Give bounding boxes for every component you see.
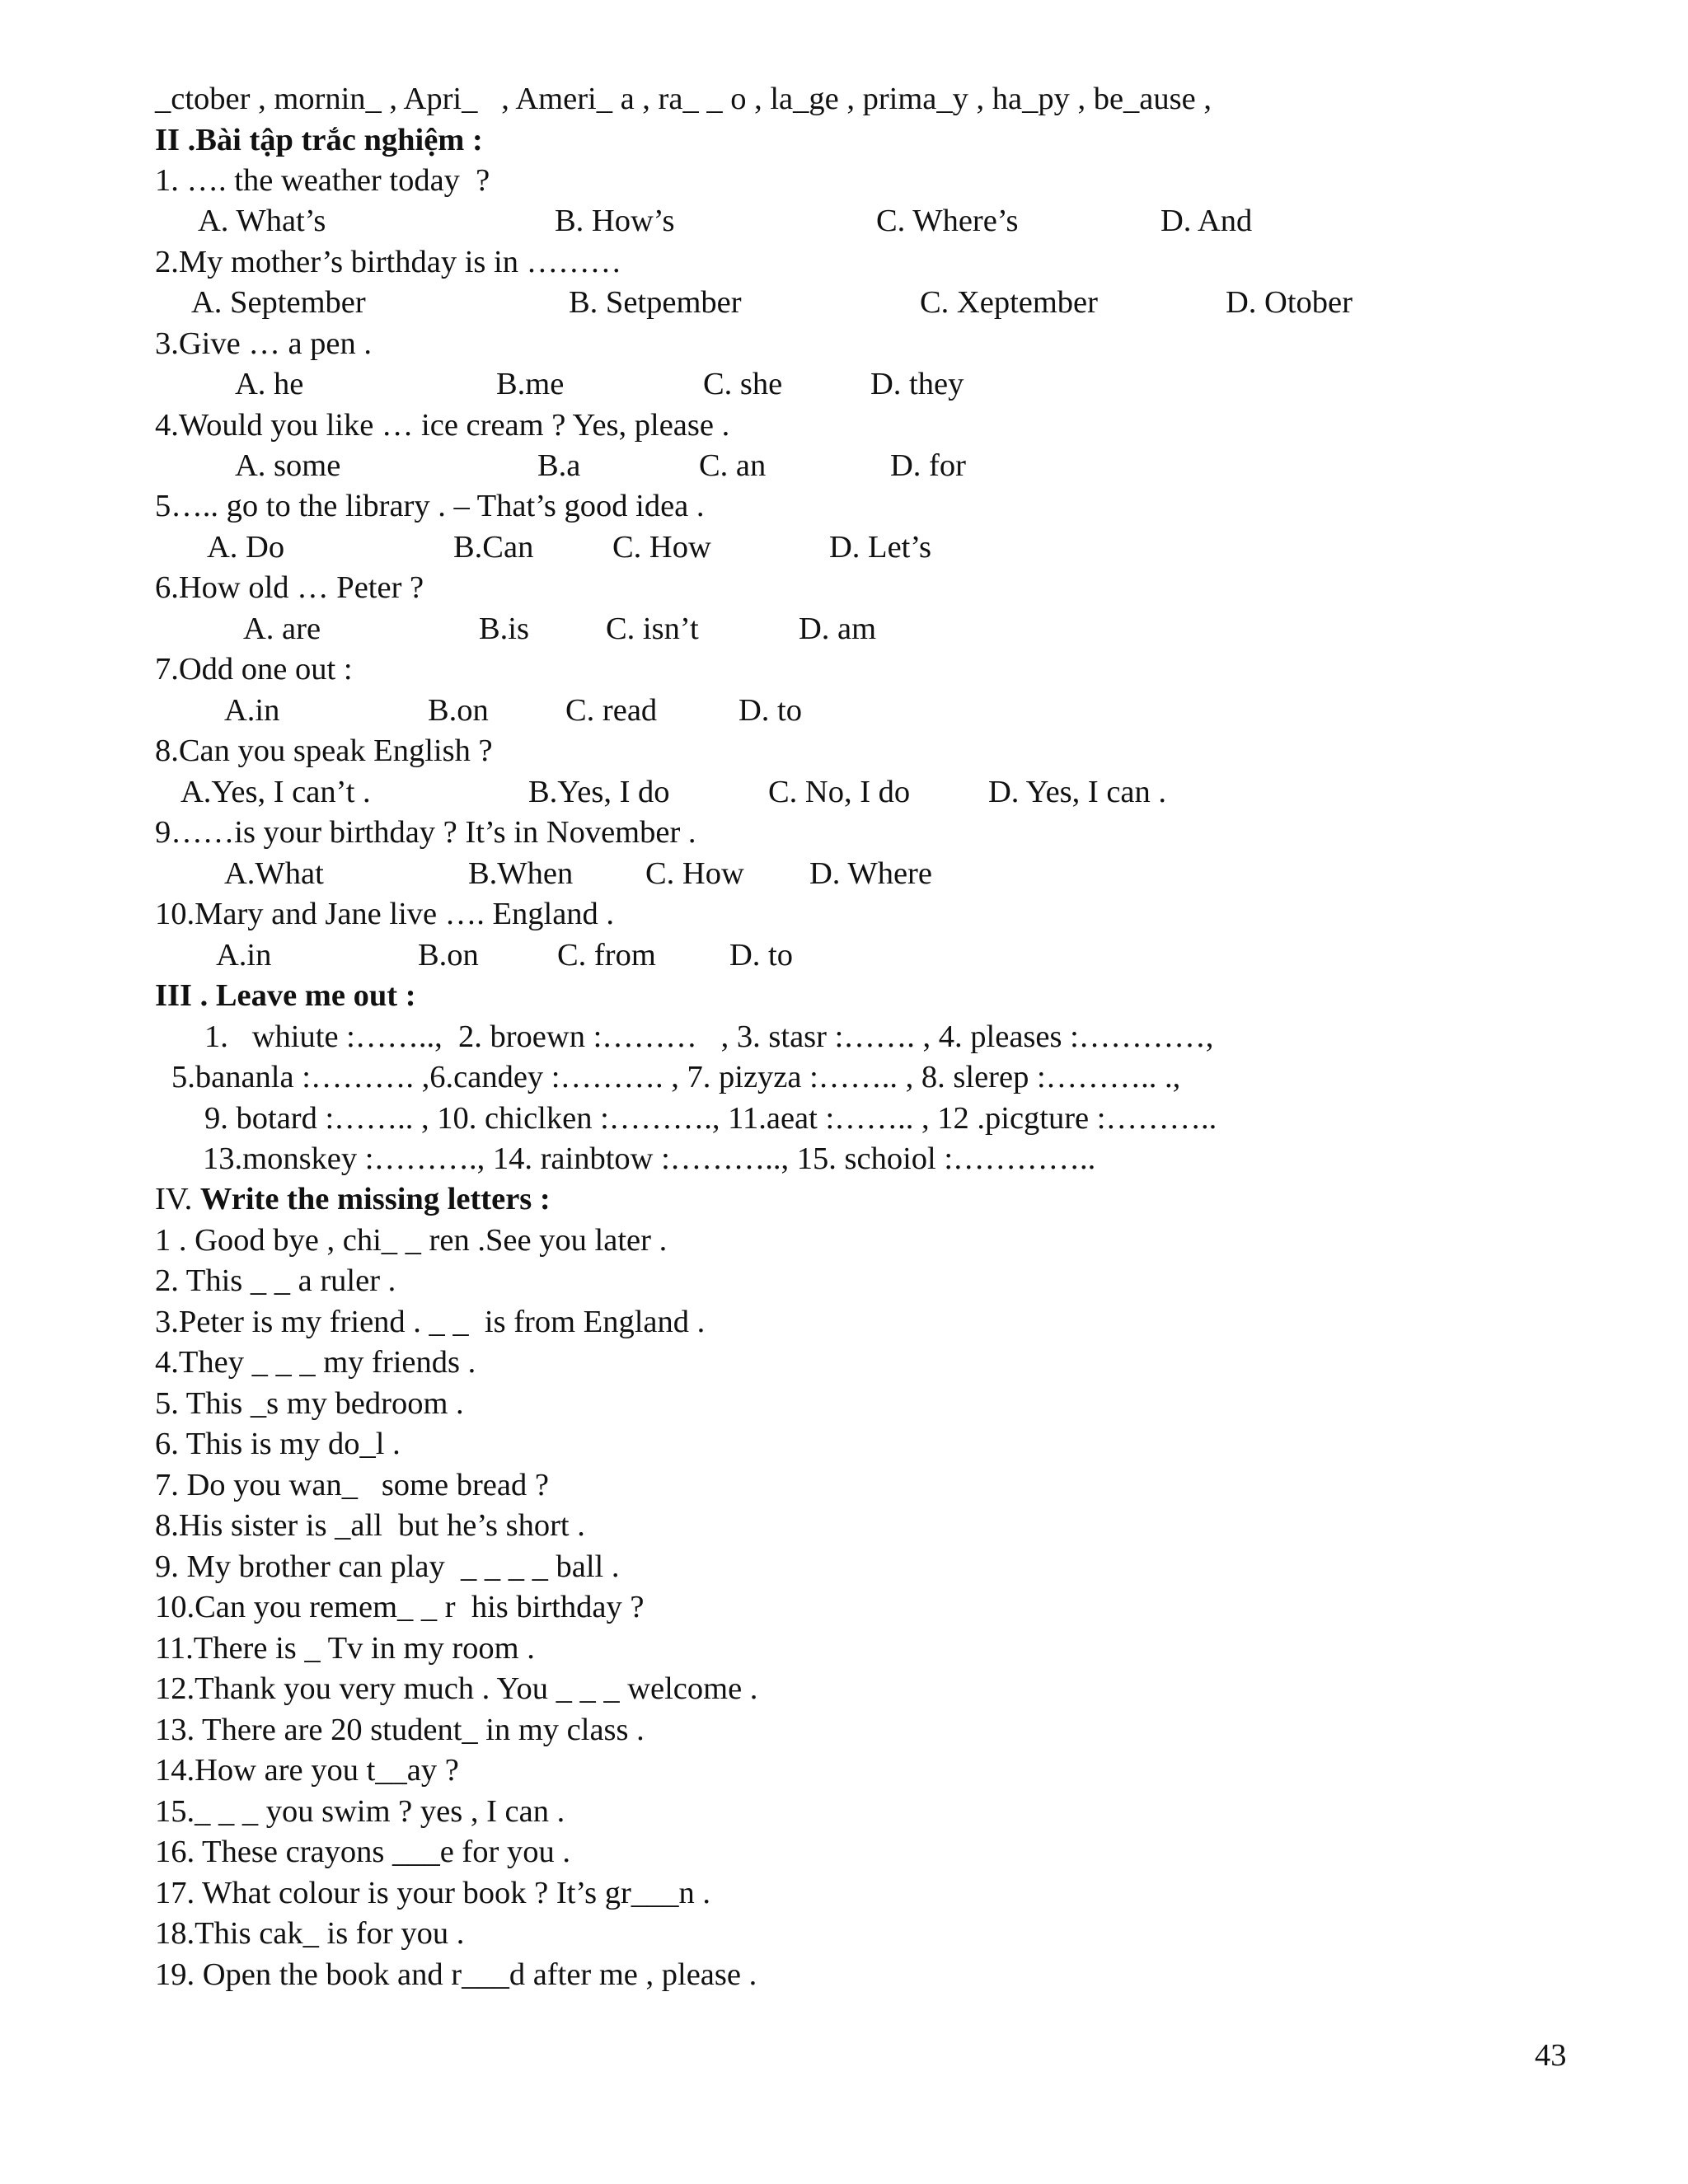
option-2d: D. Otober [1226, 285, 1353, 320]
option-8a: A.Yes, I can’t . [181, 775, 371, 809]
option-4a: A. some [235, 448, 341, 483]
question-2: 2.My mother’s birthday is in ……… [155, 245, 622, 279]
option-7a: A.in [224, 693, 280, 728]
leave-out-line-4: 13.monskey :………., 14. rainbtow :……….., 15. schoiol :………….. [203, 1141, 1096, 1176]
question-8: 8.Can you speak English ? [155, 733, 493, 768]
option-3b: B.me [496, 367, 565, 401]
spelling-blanks-line: _ctober , mornin_ , Apri_ , Ameri_ a , ra_ _ o , la_ge , prima_y , ha_py , be_ause , [155, 82, 1212, 116]
missing-letters-8: 8.His sister is _all but he’s short . [155, 1508, 585, 1543]
missing-letters-4: 4.They _ _ _ my friends . [155, 1345, 476, 1380]
option-8c: C. No, I do [768, 775, 911, 809]
question-6: 6.How old … Peter ? [155, 570, 424, 605]
missing-letters-11: 11.There is _ Tv in my room . [155, 1631, 535, 1666]
option-7d: D. to [738, 693, 802, 728]
option-3d: D. they [870, 367, 964, 401]
question-1: 1. …. the weather today ? [155, 163, 490, 198]
option-6b: B.is [479, 612, 529, 646]
option-9c: C. How [645, 856, 744, 891]
option-1c: C. Where’s [876, 204, 1019, 238]
option-4c: C. an [699, 448, 767, 483]
question-3: 3.Give … a pen . [155, 326, 373, 361]
option-6a: A. are [243, 612, 321, 646]
missing-letters-13: 13. There are 20 student_ in my class . [155, 1713, 645, 1747]
missing-letters-1: 1 . Good bye , chi_ _ ren .See you later . [155, 1223, 668, 1258]
section-4-heading [155, 1179, 551, 1219]
page-number: 43 [1535, 2038, 1567, 2073]
missing-letters-7: 7. Do you wan_ some bread ? [155, 1468, 549, 1502]
missing-letters-3: 3.Peter is my friend . _ _ is from England . [155, 1305, 706, 1339]
leave-out-line-3: 9. botard :…….. , 10. chiclken :………., 11.aeat :…….. , 12 .picgture :……….. [204, 1101, 1217, 1136]
question-9: 9……is your birthday ? It’s in November . [155, 815, 696, 850]
option-9d: D. Where [809, 856, 932, 891]
missing-letters-15: 15._ _ _ you swim ? yes , I can . [155, 1794, 565, 1829]
option-1a: A. What’s [198, 204, 326, 238]
option-5a: A. Do [207, 530, 285, 565]
leave-out-line-1: 1. whiute :…….., 2. broewn :……… , 3. stasr :……. , 4. pleases :…………, [204, 1019, 1214, 1054]
missing-letters-19: 19. Open the book and r___d after me , please . [155, 1957, 757, 1992]
option-9a: A.What [224, 856, 324, 891]
option-5c: C. How [612, 530, 711, 565]
option-8d: D. Yes, I can . [988, 775, 1167, 809]
option-4d: D. for [890, 448, 966, 483]
question-4: 4.Would you like … ice cream ? Yes, please . [155, 408, 730, 443]
option-4b: B.a [537, 448, 581, 483]
missing-letters-2: 2. This _ _ a ruler . [155, 1263, 396, 1298]
missing-letters-16: 16. These crayons ___e for you . [155, 1835, 570, 1869]
missing-letters-12: 12.Thank you very much . You _ _ _ welcome . [155, 1671, 758, 1706]
missing-letters-14: 14.How are you t__ay ? [155, 1753, 459, 1788]
option-8b: B.Yes, I do [528, 775, 670, 809]
option-7b: B.on [428, 693, 489, 728]
option-2b: B. Setpember [569, 285, 742, 320]
missing-letters-10: 10.Can you remem_ _ r his birthday ? [155, 1590, 645, 1624]
section-4-number: IV. [155, 1182, 200, 1216]
missing-letters-18: 18.This cak_ is for you . [155, 1916, 465, 1951]
section-2-heading: II .Bài tập trắc nghiệm : [155, 123, 483, 157]
option-10c: C. from [557, 938, 656, 972]
missing-letters-17: 17. What colour is your book ? It’s gr___n . [155, 1876, 711, 1910]
option-10d: D. to [729, 938, 793, 972]
option-5b: B.Can [453, 530, 534, 565]
option-10a: A.in [216, 938, 272, 972]
question-7: 7.Odd one out : [155, 652, 353, 687]
option-7c: C. read [565, 693, 658, 728]
section-4-title: Write the missing letters : [199, 1182, 551, 1216]
option-10b: B.on [418, 938, 479, 972]
missing-letters-5: 5. This _s my bedroom . [155, 1386, 464, 1421]
missing-letters-6: 6. This is my do_l . [155, 1427, 401, 1461]
option-2a: A. September [191, 285, 366, 320]
option-3c: C. she [703, 367, 783, 401]
option-5d: D. Let’s [829, 530, 932, 565]
option-6c: C. isn’t [606, 612, 699, 646]
option-6d: D. am [799, 612, 877, 646]
option-2c: C. Xeptember [920, 285, 1098, 320]
option-1b: B. How’s [555, 204, 675, 238]
question-5: 5….. go to the library . – That’s good idea . [155, 489, 705, 523]
question-10: 10.Mary and Jane live …. England . [155, 897, 615, 931]
option-9b: B.When [468, 856, 574, 891]
option-1d: D. And [1160, 204, 1253, 238]
missing-letters-9: 9. My brother can play _ _ _ _ ball . [155, 1549, 620, 1584]
option-3a: A. he [235, 367, 304, 401]
leave-out-line-2: 5.bananla :………. ,6.candey :………. , 7. pizyza :…….. , 8. slerep :……….. ., [171, 1060, 1181, 1094]
section-3-heading: III . Leave me out : [155, 978, 416, 1013]
